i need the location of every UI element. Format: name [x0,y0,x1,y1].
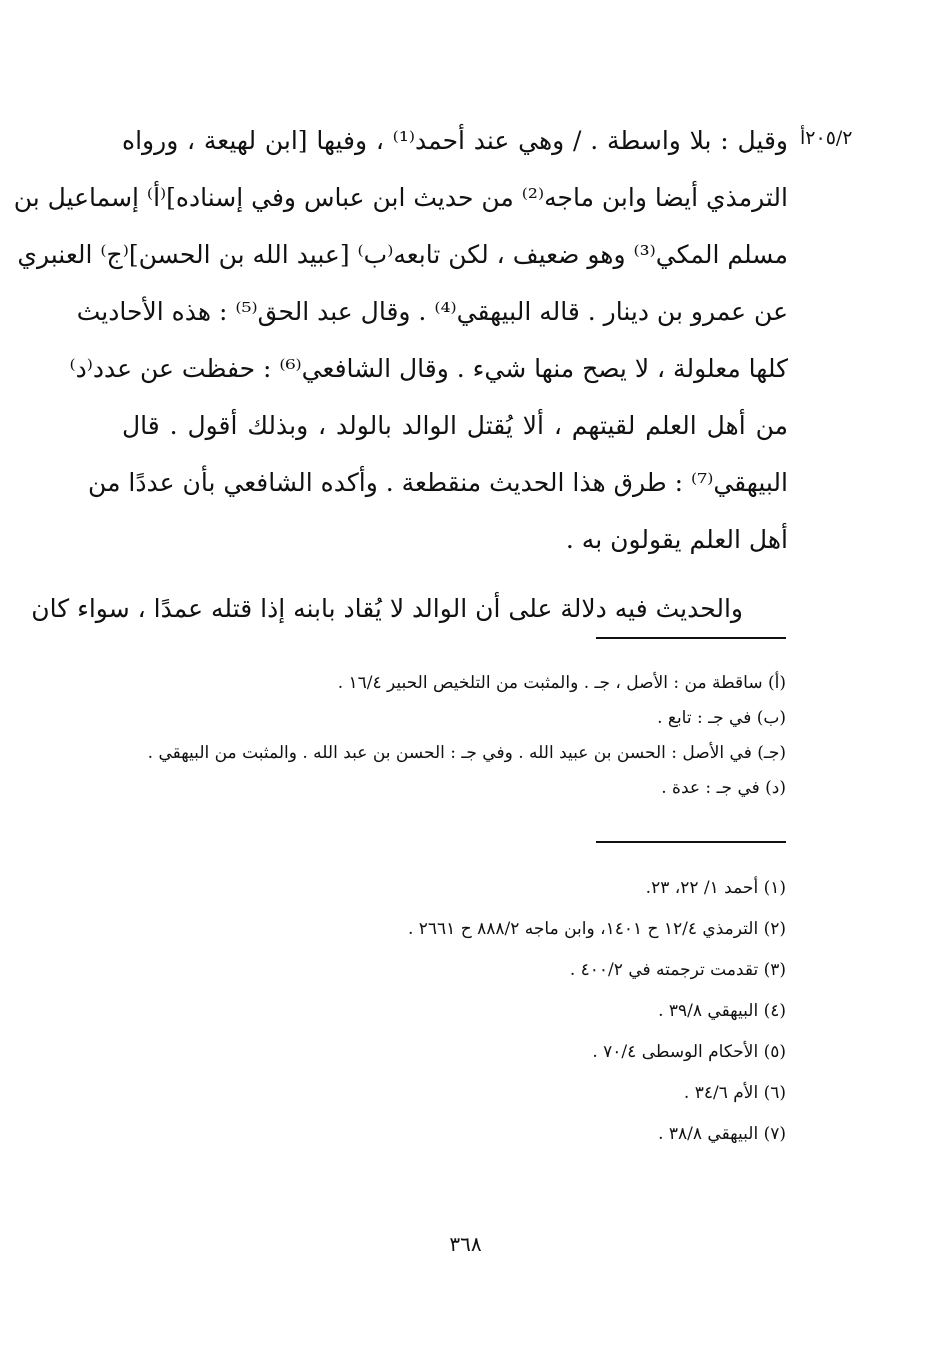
reference-note: (١) أحمد ١/ ٢٢، ٢٣. [645,878,786,898]
reference-note: (٥) الأحكام الوسطى ٧٠/٤ . [592,1042,786,1062]
reference-note: (٧) البيهقي ٣٨/٨ . [658,1124,786,1144]
variant-note: (جـ) في الأصل : الحسن بن عبيد الله . وفي جـ : الحسن بن عبد الله . والمثبت من البيهقي . [147,743,786,763]
variant-note: (ب) في جـ : تابع . [657,708,786,728]
page-number: ٣٦٨ [449,1232,482,1256]
variant-note: (أ) ساقطة من : الأصل ، جـ . والمثبت من التلخيص الحبير ١٦/٤ . [337,673,786,693]
footnote-divider [596,637,786,639]
margin-folio-note: ٢٠٥/٢أ [800,127,853,149]
text-line: أهل العلم يقولون به . [565,525,788,554]
text-line: والحديث فيه دلالة على أن الوالد لا يُقاد بابنه إذا قتله عمدًا ، سواء كان [31,594,743,623]
text-line: مسلم المكي⁽³⁾ وهو ضعيف ، لكن تابعه⁽ب⁾ [عبيد الله بن الحسن]⁽ج⁾ العنبري [17,240,788,269]
text-line: عن عمرو بن دينار . قاله البيهقي⁽⁴⁾ . وقال عبد الحق⁽⁵⁾ : هذه الأحاديث [76,297,788,326]
text-line: من أهل العلم لقيتهم ، ألا يُقتل الوالد بالولد ، وبذلك أقول . قال [122,411,788,440]
main-text-block [13,112,789,637]
reference-note: (٢) الترمذي ١٢/٤ ح ١٤٠١، وابن ماجه ٨٨٨/٢ ح ٢٦٦١ . [407,919,786,939]
reference-note: (٦) الأم ٣٤/٦ . [683,1083,786,1103]
footnote-divider [596,841,786,843]
reference-notes [106,868,786,1155]
variant-notes [106,666,786,806]
variant-note: (د) في جـ : عدة . [661,778,786,798]
reference-note: (٤) البيهقي ٣٩/٨ . [658,1001,786,1021]
reference-note: (٣) تقدمت ترجمته في ٤٠٠/٢ . [569,960,786,980]
text-line: البيهقي⁽⁷⁾ : طرق هذا الحديث منقطعة . وأكده الشافعي بأن عددًا من [88,468,788,497]
text-line: الترمذي أيضا وابن ماجه⁽²⁾ من حديث ابن عباس وفي إسناده]⁽أ⁾ إسماعيل بن [13,183,788,212]
paragraph-gap [122,568,788,580]
text-line: وقيل : بلا واسطة . / وهي عند أحمد⁽¹⁾ ، وفيها [ابن لهيعة ، ورواه [122,126,789,155]
text-line: كلها معلولة ، لا يصح منها شيء . وقال الشافعي⁽⁶⁾ : حفظت عن عدد⁽د⁾ [69,354,788,383]
